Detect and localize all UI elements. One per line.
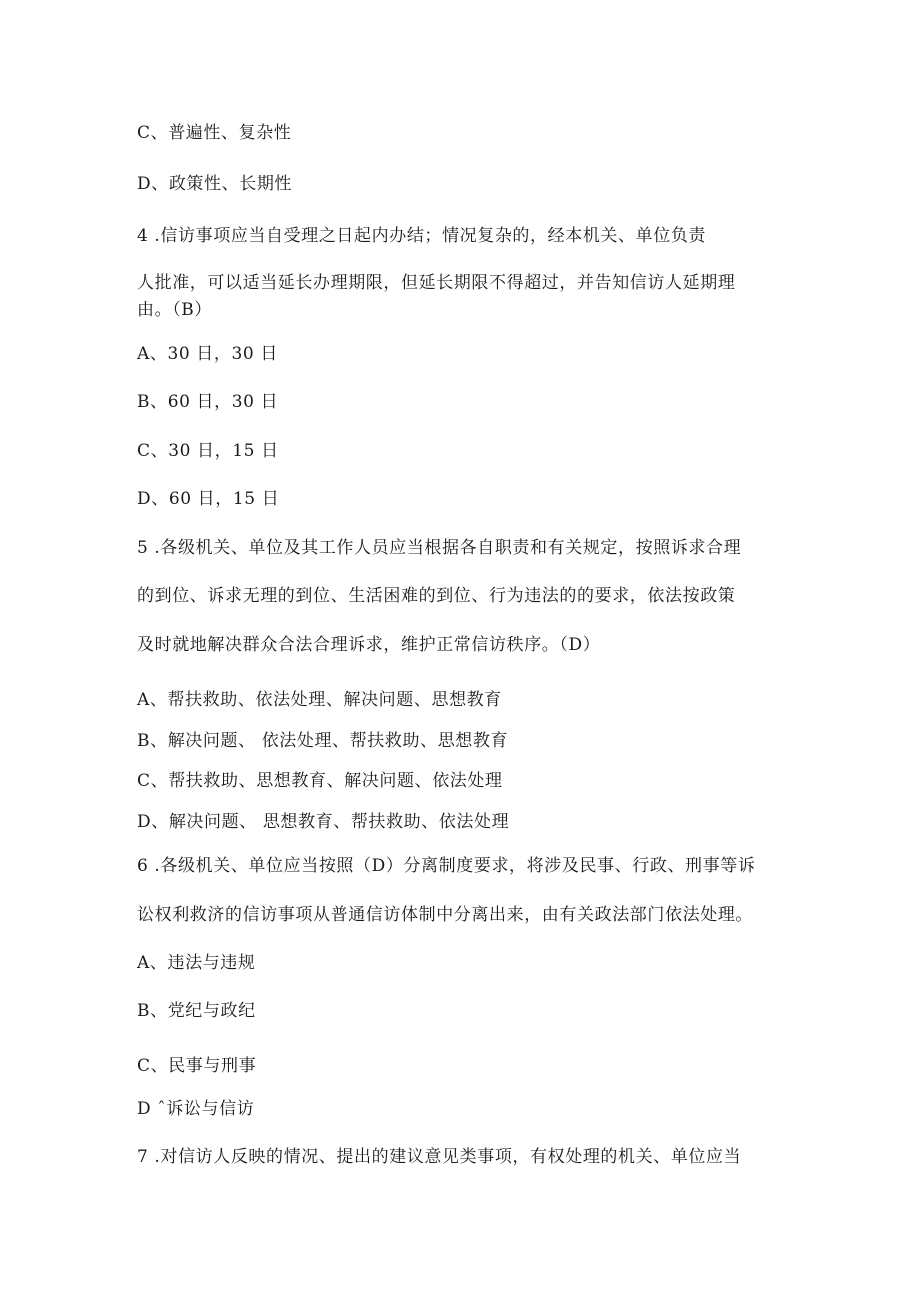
option-d-q4: D、60 日，15 日 [137,489,280,509]
option-d-q5: D、解决问题、 思想教育、帮扶救助、依法处理 [137,812,510,832]
question-6-line-1: 6 .各级机关、单位应当按照（D）分离制度要求，将涉及民事、行政、刑事等诉 [137,856,756,876]
question-4-line-1: 4 .信访事项应当自受理之日起内办结；情况复杂的，经本机关、单位负责 [137,226,707,246]
question-4-line-2: 人批准，可以适当延长办理期限，但延长期限不得超过，并告知信访人延期理 [137,273,736,293]
question-6-line-2: 讼权利救济的信访事项从普通信访体制中分离出来，由有关政法部门依法处理。 [137,905,753,925]
option-d-q3: D、政策性、长期性 [137,174,293,194]
option-c-q3: C、普遍性、复杂性 [137,123,292,143]
question-5-line-3: 及时就地解决群众合法合理诉求，维护正常信访秩序。（D） [137,635,601,655]
option-c-q4: C、30 日，15 日 [137,441,279,461]
option-b-q6: B、党纪与政纪 [137,1001,256,1021]
option-a-q6: A、违法与违规 [137,953,256,973]
question-7-line-1: 7 .对信访人反映的情况、提出的建议意见类事项，有权处理的机关、单位应当 [137,1147,742,1167]
option-a-q4: A、30 日，30 日 [137,344,278,364]
option-c-q5: C、帮扶救助、思想教育、解决问题、依法处理 [137,771,503,791]
option-a-q5: A、帮扶救助、依法处理、解决问题、思想教育 [137,690,502,710]
option-b-q4: B、60 日，30 日 [137,392,279,412]
option-c-q6: C、民事与刑事 [137,1056,257,1076]
question-4-line-3: 由。（B） [137,300,212,320]
question-5-line-1: 5 .各级机关、单位及其工作人员应当根据各自职责和有关规定，按照诉求合理 [137,538,742,558]
option-b-q5: B、解决问题、 依法处理、帮扶救助、思想教育 [137,731,509,751]
question-5-line-2: 的到位、诉求无理的到位、生活困难的到位、行为违法的的要求，依法按政策 [137,586,736,606]
option-d-q6: D ˆ诉讼与信访 [137,1099,255,1119]
